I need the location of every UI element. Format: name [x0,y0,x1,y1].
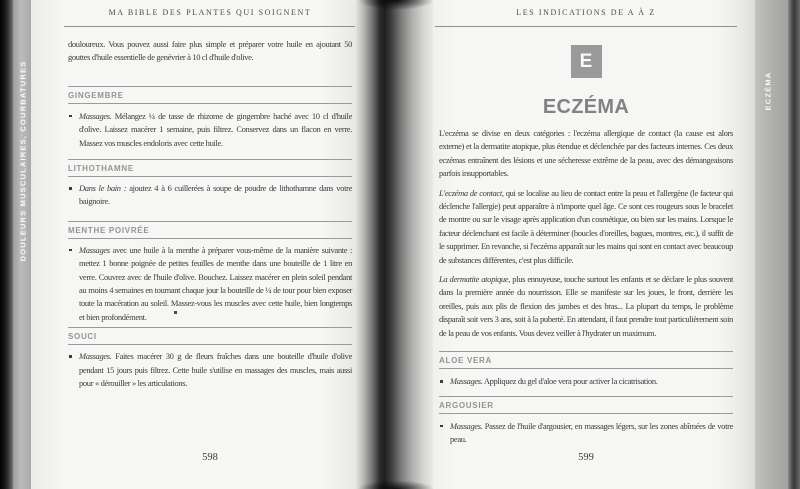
left-page-number: 598 [202,452,218,463]
left-running-header: MA BIBLE DES PLANTES QUI SOIGNENT [108,8,312,17]
section-title: ARGOUSIER [439,400,494,410]
bullet-text: Faites macérer 30 g de fleurs fraîches dans une bouteille d'huile d'olive pendant 15 jours puis filtrez. Cette huile s'utilise en massages des muscles, mais aussi pour « dérouiller » les articulations. [79,351,352,389]
left-tab-label: DOULEURS MUSCULAIRES, COURBATURES [18,60,28,262]
paragraph: L'eczéma de contact, qui se localise au lieu de contact entre la peau et l'allergène (le facteur qui déclenche l'allergie) peut apparaître à n'importe quel âge. Ce sont ces rougeurs sous le bracelet de montre ou sur le visage après application d'un cosmétique, ou bien sur les mains. Lorsque le facteur déclenchant est facile à déterminer (boucles d'oreilles, bagues, montres, etc.), il suffit de le supprimer. En revanche, si l'eczéma apparaît sur les mains qui sont en contact avec beaucoup de substances différentes, c'est plus difficile. [439,187,733,265]
section-header-argousier [439,396,733,414]
bullet-text: avec une huile à la menthe à préparer vous-même de la manière suivante : mettez 1 bonne poignée de petites feuilles de menthe dans une bouteille de 1 litre en verre. Couvrez avec de l'huile d'olive. Bouchez. Laissez macérer en plein soleil pendant au moins 4 semaines en tournant chaque jour la bouteille de ¼ de tour pour bien exposer toute la macération au soleil. Massez-vous les muscles avec cette huile, bien longtemps et bien profondément. [79,244,352,322]
section-title: ALOE VERA [439,356,492,366]
section-header-menthe-poivree [68,221,352,239]
divider [64,26,356,27]
letter-badge: E [571,45,602,78]
right-running-header: LES INDICATIONS DE A À Z [516,8,656,17]
bullet-marker [69,355,72,358]
paragraph: La dermatite atopique, plus ennuyeuse, touche surtout les enfants et se déclare le plus souvent dans la première année du nourrisson. Elle se manifeste sur les joues, le front, derrière les oreilles, puis aux plis de flexion des jambes et des bras... La plupart du temps, le problème disparaît soit vers 3 ans, soit à la puberté. En attendant, il faut prendre tout particulièrement soin de la peau de vos enfants. Vous devez veiller à l'hydrater un maximum. [439,274,734,338]
topic-title: ECZÉMA [542,96,630,118]
book-spine-gutter [355,0,437,489]
bullet-marker [69,249,72,252]
book-left-edge [0,0,13,489]
left-margin-tab [13,0,31,489]
section-title: MENTHE POIVRÉE [68,225,150,235]
section-header-souci [68,327,352,345]
bullet-text: Appliquez du gel d'aloe vera pour activer la cicatrisation. [482,376,658,387]
divider [435,26,737,27]
list-item: Massages. Mélangez ¼ de tasse de rhizome de gingembre haché avec 10 cl d'huile d'olive. Laissez macérer 1 semaine, puis filtrez. Conservez dans un flacon en verre. Massez vos muscles endoloris avec cette huile. [68,110,352,150]
section-header-aloe-vera [439,351,733,369]
ink-dot [174,311,177,314]
right-margin-tab [755,0,788,489]
bullet-text: Passez de l'huile d'argousier, en massages légers, sur les zones abîmées de votre peau. [450,420,733,444]
bullet-marker [69,187,72,190]
bullet-marker [440,380,443,383]
section-header-gingembre [68,86,352,104]
left-page [31,0,360,489]
bullet-text: ajoutez 4 à 6 cuillerées à soupe de poudre de lithothamne dans votre baignoire. [79,183,352,207]
bullet-marker [440,425,443,428]
right-page-number: 599 [578,452,594,463]
right-page [433,0,755,489]
section-header-lithothamne [68,159,352,177]
bullet-text: Mélangez ¼ de tasse de rhizome de gingembre haché avec 10 cl d'huile d'olive. Laissez macérer 1 semaine, puis filtrez. Conservez dans un flacon en verre. Massez vos muscles endoloris avec cette huile. [79,110,352,148]
section-title: SOUCI [68,332,97,342]
list-item: Massages. Appliquez du gel d'aloe vera pour activer la cicatrisation. [439,375,733,388]
section-title: LITHOTHAMNE [68,164,134,174]
list-item: Massages. Faites macérer 30 g de fleurs fraîches dans une bouteille d'huile d'olive pendant 15 jours puis filtrez. Cette huile s'utilise en massages des muscles, mais aussi pour « dérouiller » les articulations. [68,350,352,390]
list-item: Massages avec une huile à la menthe à préparer vous-même de la manière suivante : mettez 1 bonne poignée de petites feuilles de menthe dans une bouteille de 1 litre en verre. Couvrez avec de l'huile d'olive. Bouchez. Laissez macérer en plein soleil pendant au moins 4 semaines en tournant chaque jour la bouteille de ¼ de tour pour bien exposer toute la macération au soleil. Massez-vous les muscles avec cette huile, bien longtemps et bien profondément. [68,244,352,324]
list-item: Dans le bain : ajoutez 4 à 6 cuillerées à soupe de poudre de lithothamne dans votre baignoire. [68,182,352,209]
paragraph: L'eczéma se divise en deux catégories : l'eczéma allergique de contact (la cause est alors externe) et la dermatite atopique, plus étendue et déclenchée par des facteurs internes. Ces deux eczémas entraînent des lésions et une sécheresse extrême de la peau, avec des démangeaisons parfois insupportables. [439,128,733,179]
intro-paragraph: douloureux. Vous pouvez aussi faire plus simple et préparer votre huile en ajoutant 50 gouttes d'huile essentielle de genévrier à 10 cl d'huile d'olive. [68,39,352,63]
book-right-edge [788,0,800,489]
bullet-marker [69,115,72,118]
list-item: Massages. Passez de l'huile d'argousier, en massages légers, sur les zones abîmées de votre peau. [439,420,733,447]
right-tab-label: ECZÉMA [763,71,773,111]
section-title: GINGEMBRE [68,90,124,100]
